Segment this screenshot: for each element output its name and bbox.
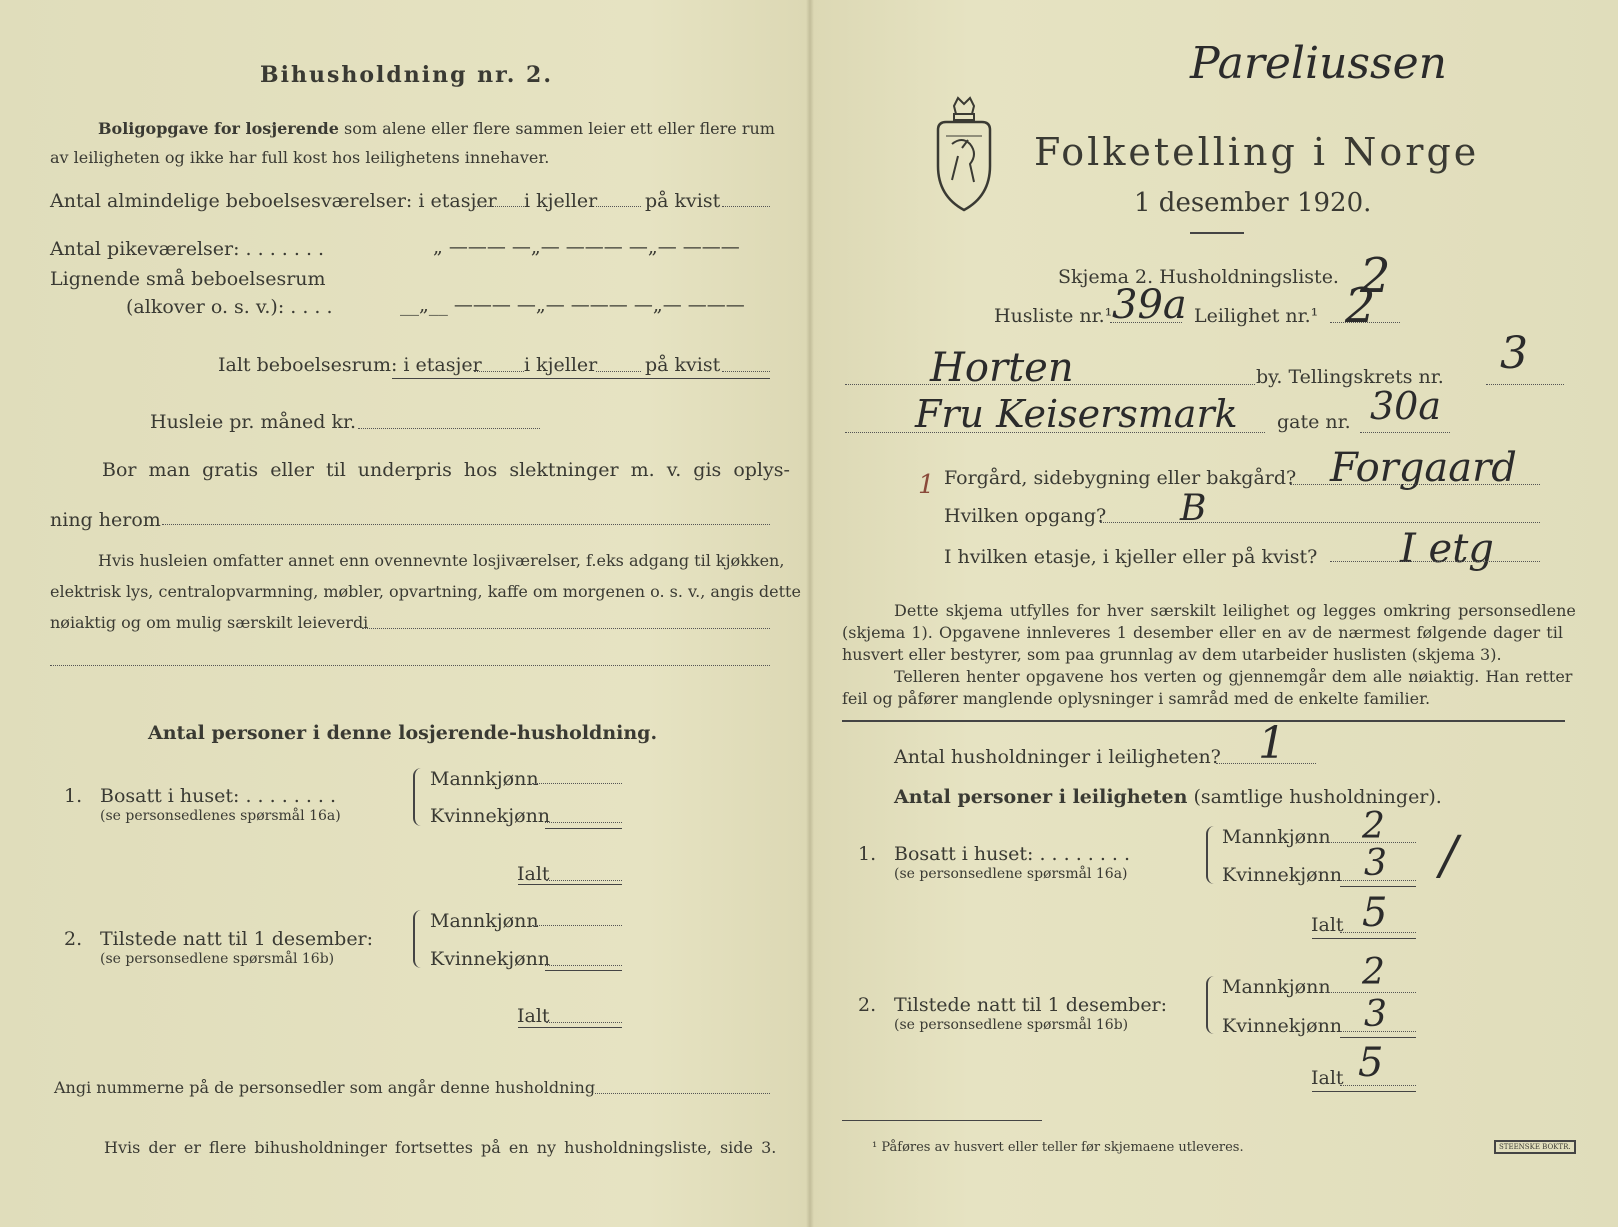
- husliste-label: Husliste nr.¹: [994, 305, 1113, 327]
- right-q1-kvinne-label: Kvinnekjønn: [1222, 864, 1343, 886]
- printer-stamp: STEENSKE BOKTR.: [1494, 1140, 1576, 1154]
- right-q1-ialt-label: Ialt: [1311, 914, 1344, 936]
- skjema-label: Skjema 2. Husholdningsliste.: [1058, 266, 1339, 288]
- right-q1-brace: [1206, 826, 1216, 884]
- right-q2-ialt-rule: [1312, 1091, 1416, 1092]
- lignende-label: Lignende små beboelsesrum: [50, 268, 326, 290]
- instr-line-1: Dette skjema utfylles for hver særskilt leilighet og legges omkring personsedlene: [894, 601, 1576, 620]
- right-q1-ialt-line: [1340, 932, 1416, 933]
- opgang-label: Hvilken opgang?: [944, 505, 1107, 527]
- footnote: ¹ Påføres av husvert eller teller før skjemaene utleveres.: [872, 1140, 1244, 1155]
- right-q1-mann-value: 2: [1362, 806, 1385, 847]
- right-q1-sub: (se personsedlene spørsmål 16a): [894, 866, 1128, 882]
- ialt-etasjer-line: [474, 371, 524, 372]
- right-q1-ialt-value: 5: [1362, 890, 1388, 936]
- leilighet-value: 2: [1345, 278, 1376, 334]
- gratis-line-1: Bor man gratis eller til underpris hos slektninger m. v. gis oplys-: [102, 459, 790, 481]
- left-q1-brace: [413, 768, 423, 826]
- left-q1-ialt-label: Ialt: [517, 863, 550, 885]
- angi-label: Angi nummerne på de personsedler som angår denne husholdning: [54, 1078, 596, 1097]
- right-q1-sum-rule: [1340, 886, 1416, 887]
- left-q1-kvinne-label: Kvinnekjønn: [430, 805, 551, 827]
- intro-line-1: [98, 119, 775, 138]
- left-q2-ialt-line: [546, 1022, 622, 1023]
- right-persons-bold: Antal personer i leiligheten: [894, 786, 1188, 808]
- instr-line-4: Telleren henter opgavene hos verten og gjennemgår dem alle nøiaktig. Han retter: [894, 667, 1573, 686]
- leieverdi-line: [362, 628, 770, 629]
- etasje-label: I hvilken etasje, i kjeller eller på kvist?: [944, 546, 1318, 568]
- left-q1-sum-rule: [545, 828, 622, 829]
- right-q1-label: Bosatt i huset: . . . . . . . .: [894, 843, 1131, 865]
- pike-label: Antal pikeværelser: . . . . . . .: [50, 238, 325, 260]
- right-q2-num: 2.: [858, 994, 877, 1016]
- skjema-value: 2: [1360, 248, 1391, 304]
- right-q2-ialt-value: 5: [1358, 1040, 1384, 1086]
- right-q2-kvinne-label: Kvinnekjønn: [1222, 1015, 1343, 1037]
- left-q2-kvinne-label: Kvinnekjønn: [430, 948, 551, 970]
- households-line: [1216, 763, 1316, 764]
- left-q2-num: 2.: [64, 928, 83, 950]
- right-q2-kvinne-line: [1340, 1031, 1416, 1032]
- street-line: [845, 432, 1265, 433]
- forgard-label: Forgård, sidebygning eller bakgård?: [944, 467, 1297, 489]
- rooms-kvist-line: [722, 206, 770, 207]
- etasje-line: [1330, 561, 1540, 562]
- left-q2-sum-rule: [545, 970, 622, 971]
- rooms-etasjer-line: [474, 206, 524, 207]
- intro-bold: Boligopgave for losjerende: [98, 119, 339, 138]
- instr-line-3: husvert eller bestyrer, som paa grunnlag av dem utarbeider huslisten (skjema 3).: [842, 645, 1502, 664]
- right-q1-mann-label: Mannkjønn: [1222, 826, 1331, 848]
- instr-line-2: (skjema 1). Opgavene innleveres 1 desember eller en av de nærmest følgende dager til: [842, 623, 1563, 642]
- margin-mark: 1: [918, 470, 935, 500]
- gratis-line-2: ning herom: [50, 509, 161, 531]
- krets-line: [1486, 384, 1564, 385]
- left-q1-sub: (se personsedlenes spørsmål 16a): [100, 808, 341, 824]
- krets-value: 3: [1500, 328, 1528, 379]
- census-date: 1 desember 1920.: [1134, 188, 1372, 218]
- etasje-value: I etg: [1400, 526, 1494, 572]
- hvis-line-1: Hvis husleien omfatter annet enn ovennevnte losjiværelser, f.eks adgang til kjøkken,: [98, 551, 785, 570]
- alkover-ditto-marks: __„__ ——— —„— ——— —„— ———: [400, 294, 745, 316]
- street-value: Fru Keisersmark: [915, 392, 1238, 436]
- left-q2-label: Tilstede natt til 1 desember:: [100, 928, 374, 950]
- ialt-underline: [392, 378, 770, 379]
- instr-line-5: feil og påfører manglende oplysninger i samråd med de enkelte familier.: [842, 689, 1431, 708]
- page-fold: [806, 0, 814, 1227]
- norway-coat-of-arms-icon: [932, 96, 996, 216]
- left-q2-brace: [413, 910, 423, 968]
- city-line: [845, 384, 1255, 385]
- ialt-kvist-label: på kvist: [645, 354, 721, 376]
- city-value: Horten: [930, 345, 1074, 391]
- instructions-rule: [842, 720, 1565, 722]
- right-q2-ialt-line: [1340, 1085, 1416, 1086]
- gratis-line: [162, 524, 770, 525]
- right-q1-ialt-rule: [1312, 938, 1416, 939]
- angi-line: [595, 1093, 770, 1094]
- leieverdi-line-2: [50, 665, 770, 666]
- by-tellingskrets-label: by. Tellingskrets nr.: [1256, 366, 1444, 388]
- hvis-line-3: nøiaktig og om mulig særskilt leieverdi: [50, 613, 369, 632]
- right-q2-label: Tilstede natt til 1 desember:: [894, 994, 1168, 1016]
- hvis-line-2: elektrisk lys, centralopvarmning, møbler, opvartning, kaffe om morgenen o. s. v., angis dette: [50, 582, 801, 601]
- right-q2-mann-value: 2: [1362, 952, 1385, 993]
- right-q2-mann-label: Mannkjønn: [1222, 976, 1331, 998]
- husleie-label: Husleie pr. måned kr.: [150, 411, 357, 433]
- husliste-line: [1110, 322, 1182, 323]
- right-q2-mann-line: [1326, 992, 1416, 993]
- leilighet-line: [1330, 322, 1400, 323]
- left-persons-heading: Antal personer i denne losjerende-husholdning.: [148, 722, 658, 744]
- gate-nr-value: 30a: [1370, 384, 1442, 428]
- right-q1-kvinne-value: 3: [1364, 843, 1387, 884]
- left-q2-ialt-label: Ialt: [517, 1005, 550, 1027]
- left-q1-num: 1.: [64, 785, 83, 807]
- corner-handwriting: Pareliussen: [1190, 38, 1447, 89]
- right-q2-kvinne-value: 3: [1364, 994, 1387, 1035]
- left-q2-mann-line: [532, 925, 622, 926]
- ialt-kjeller-label: i kjeller: [524, 354, 598, 376]
- right-q2-brace: [1206, 976, 1216, 1034]
- rooms-kjeller-label: i kjeller: [524, 190, 598, 212]
- left-q1-ialt-line: [546, 880, 622, 881]
- pike-ditto-marks: „ ——— —„— ——— —„— ———: [433, 236, 740, 258]
- intro-line-2: av leiligheten og ikke har full kost hos leilighetens innehaver.: [50, 148, 550, 167]
- rooms-label: Antal almindelige beboelsesværelser: i etasjer: [50, 190, 497, 212]
- right-persons-heading: [894, 786, 1442, 808]
- households-label: Antal husholdninger i leiligheten?: [894, 746, 1221, 768]
- leilighet-label: Leilighet nr.¹: [1194, 305, 1319, 327]
- left-q2-ialt-rule: [518, 1027, 622, 1028]
- husliste-value: 39a: [1112, 282, 1187, 328]
- right-q1-kvinne-line: [1340, 880, 1416, 881]
- ialt-rooms-label: Ialt beboelsesrum: i etasjer: [218, 354, 482, 376]
- left-q2-kvinne-line: [545, 965, 622, 966]
- left-q1-ialt-rule: [518, 884, 622, 885]
- opgang-value: B: [1180, 488, 1207, 529]
- left-q1-kvinne-line: [545, 822, 622, 823]
- date-rule: [1190, 232, 1244, 234]
- left-footer: Hvis der er flere bihusholdninger fortsettes på en ny husholdningsliste, side 3.: [104, 1138, 777, 1157]
- right-title: Folketelling i Norge: [1034, 130, 1480, 174]
- right-persons-rest: (samtlige husholdninger).: [1193, 786, 1442, 808]
- gate-nr-line: [1360, 432, 1450, 433]
- left-title: Bihusholdning nr. 2.: [260, 62, 553, 88]
- opgang-line: [1100, 522, 1540, 523]
- left-q1-mann-line: [532, 783, 622, 784]
- left-q1-mann-label: Mannkjønn: [430, 768, 539, 790]
- left-q2-sub: (se personsedlene spørsmål 16b): [100, 951, 335, 967]
- left-q1-label: Bosatt i huset: . . . . . . . .: [100, 785, 337, 807]
- right-tally-mark: /: [1440, 826, 1458, 886]
- left-q2-mann-label: Mannkjønn: [430, 910, 539, 932]
- husleie-line: [358, 428, 540, 429]
- ialt-kjeller-line: [596, 371, 641, 372]
- gate-nr-label: gate nr.: [1277, 411, 1351, 433]
- rooms-kvist-label: på kvist: [645, 190, 721, 212]
- footnote-rule: [842, 1120, 1042, 1121]
- alkover-label: (alkover o. s. v.): . . . .: [126, 296, 333, 318]
- rooms-kjeller-line: [596, 206, 641, 207]
- right-q2-sub: (se personsedlene spørsmål 16b): [894, 1017, 1129, 1033]
- right-q2-sum-rule: [1340, 1037, 1416, 1038]
- intro-rest: som alene eller flere sammen leier ett eller flere rum: [343, 119, 775, 138]
- right-q1-num: 1.: [858, 843, 877, 865]
- forgard-line: [1290, 484, 1540, 485]
- ialt-kvist-line: [722, 371, 770, 372]
- households-value: 1: [1258, 718, 1286, 769]
- forgard-value: Forgaard: [1330, 445, 1517, 491]
- right-q2-ialt-label: Ialt: [1311, 1067, 1344, 1089]
